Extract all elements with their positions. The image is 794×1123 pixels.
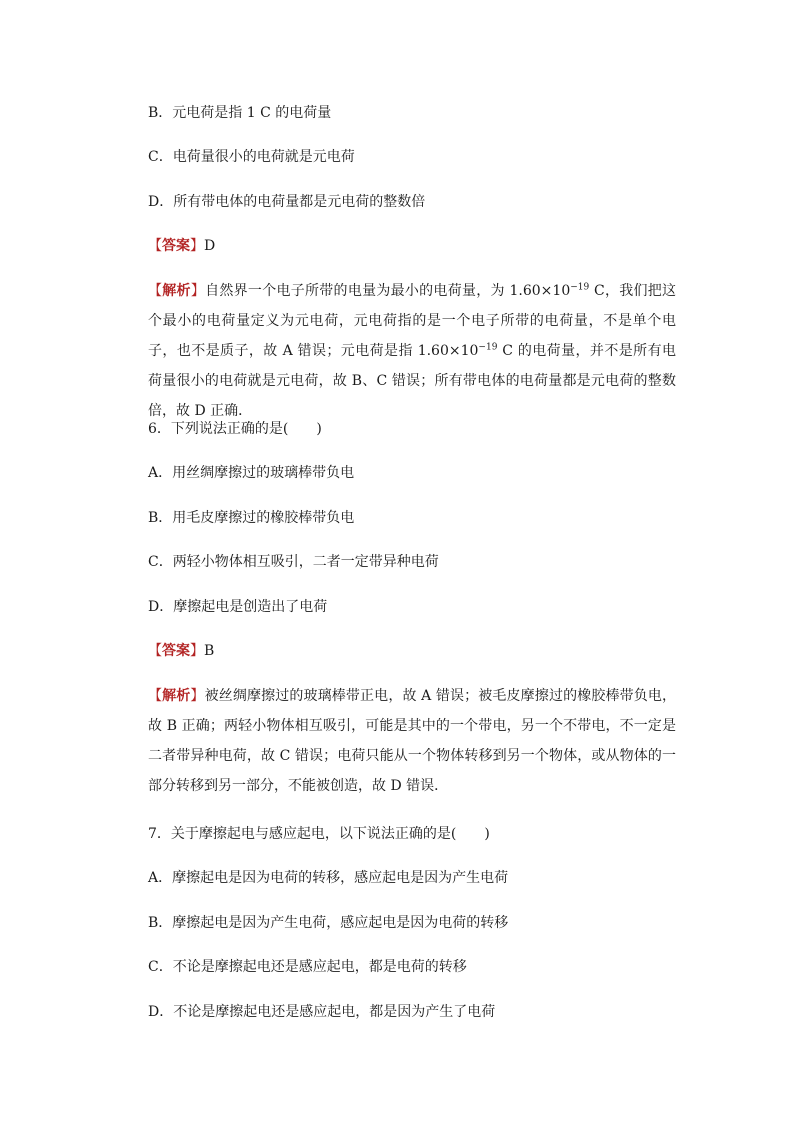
analysis-bracket-close: 】 xyxy=(190,283,206,299)
q6-option-c: C．两轻小物体相互吸引，二者一定带异种电荷 xyxy=(148,554,439,570)
q6-answer-label: 答案 xyxy=(162,643,190,659)
q7-option-d: D．不论是摩擦起电还是感应起电，都是因为产生了电荷 xyxy=(148,1004,496,1020)
q5-analysis-part3: C 的电荷量，并不是所有电荷量很小的电荷就是元电荷，故 B、C 错误；所有带电体的电荷量都是元电荷的整数倍，故 D 正确． xyxy=(148,343,676,419)
q5-option-d: D．所有带电体的电荷量都是元电荷的整数倍 xyxy=(148,194,426,210)
q5-answer xyxy=(148,236,215,256)
answer-bracket-open: 【 xyxy=(148,643,162,659)
q6-option-b: B．用毛皮摩擦过的橡胶棒带负电 xyxy=(148,510,355,526)
q7-option-b: B．摩擦起电是因为产生电荷，感应起电是因为电荷的转移 xyxy=(148,915,509,931)
q7-option-c: C．不论是摩擦起电还是感应起电，都是电荷的转移 xyxy=(148,959,467,975)
answer-bracket-open: 【 xyxy=(148,238,162,254)
q6-analysis xyxy=(148,681,676,801)
q5-analysis-part1: 自然界一个电子所带的电量为最小的电荷量，为 1.60×10 xyxy=(205,283,571,299)
q7-option-a: A．摩擦起电是因为电荷的转移，感应起电是因为产生电荷 xyxy=(148,870,509,886)
q5-analysis xyxy=(148,276,676,426)
q6-analysis-text: 被丝绸摩擦过的玻璃棒带正电，故 A 错误；被毛皮摩擦过的橡胶棒带负电，故 B 正确；两轻小物体相互吸引，可能是其中的一个带电，另一个不带电，不一定是二者带异种电荷，故 C 错误；电荷只能从一个物体转移到另一个物体，或从物体的一部分转移到另一部分，不能被创造，故 D 错误． xyxy=(148,688,677,794)
q6-option-d: D．摩擦起电是创造出了电荷 xyxy=(148,599,328,615)
q5-option-c: C．电荷量很小的电荷就是元电荷 xyxy=(148,149,355,165)
q6-answer xyxy=(148,641,214,661)
q6-stem: 6．下列说法正确的是( ) xyxy=(148,421,322,437)
q6-option-a: A．用丝绸摩擦过的玻璃棒带负电 xyxy=(148,465,355,481)
q5-analysis-part2: C，我们把这个最小的电荷量定义为元电荷，元电荷指的是一个电子所带的电荷量，不是单个电子，也不是质子，故 A 错误；元电荷是指 1.60×10 xyxy=(148,283,677,359)
q5-answer-value: D xyxy=(204,238,216,254)
q7-stem: 7．关于摩擦起电与感应起电，以下说法正确的是( ) xyxy=(148,826,490,842)
q6-answer-value: B xyxy=(204,643,215,659)
q6-analysis-label: 解析 xyxy=(162,688,191,704)
q5-answer-label: 答案 xyxy=(162,238,190,254)
answer-bracket-close: 】 xyxy=(190,238,204,254)
analysis-bracket-close: 】 xyxy=(190,688,205,704)
q5-option-b: B．元电荷是指 1 C 的电荷量 xyxy=(148,105,332,121)
analysis-bracket-open: 【 xyxy=(148,688,163,704)
q5-analysis-label: 解析 xyxy=(162,283,191,299)
analysis-bracket-open: 【 xyxy=(148,283,163,299)
answer-bracket-close: 】 xyxy=(190,643,204,659)
q5-exponent-2: −19 xyxy=(478,342,498,353)
q5-exponent-1: −19 xyxy=(570,282,590,293)
